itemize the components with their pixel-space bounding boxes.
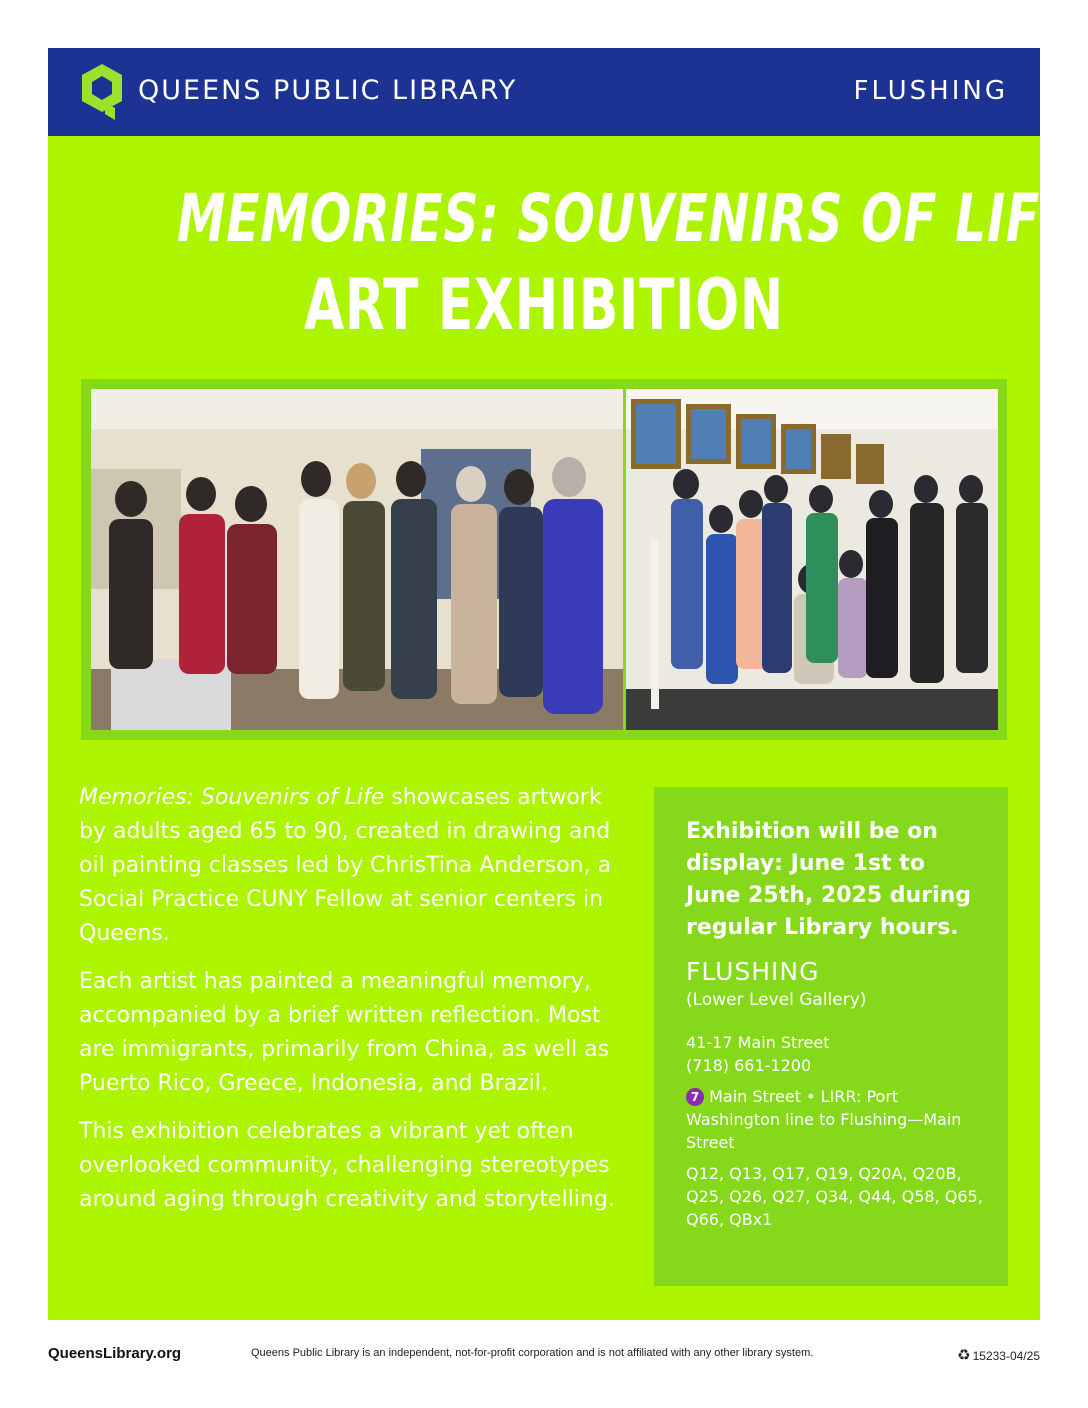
exhibition-name-italic: Memories: Souvenirs of Life [79,785,385,810]
document-code-text: 15233-04/25 [972,1349,1040,1363]
photo-frame [81,379,1007,740]
paragraph-artists: Each artist has painted a meaningful memory, accompanied by a brief written reflection. Most are immigrants, primarily from China, as well as Puerto Rico, Greece, Indonesia, and Brazil. [79,969,610,1096]
street-address: 41-17 Main Street [686,1033,830,1052]
library-name: QUEENS PUBLIC LIBRARY [138,75,518,106]
queens-library-logo-icon[interactable] [79,62,125,122]
transit-directions [686,1085,986,1154]
gallery-location: (Lower Level Gallery) [686,990,867,1010]
branch-name: FLUSHING [853,76,1008,106]
recycle-icon: ♻ [957,1347,971,1364]
exhibition-subtitle: ART EXHIBITION [303,264,785,346]
header-bar [48,48,1040,136]
group-photo-classroom [91,389,623,730]
bus-routes: Q12, Q13, Q17, Q19, Q20A, Q20B, Q25, Q26, Q27, Q34, Q44, Q58, Q65, Q66, QBx1 [686,1164,983,1229]
main-panel [48,136,1075,1320]
body-text [79,781,624,1231]
document-code [957,1346,1040,1364]
footer [48,1340,1040,1370]
paragraph-intro [79,781,624,951]
website-link[interactable]: QueensLibrary.org [48,1345,182,1362]
subway-7-icon: 7 [686,1088,704,1106]
info-branch-name: FLUSHING [686,957,820,986]
display-dates: Exhibition will be on display: June 1st to June 25th, 2025 during regular Library hours. [686,819,972,940]
paragraph-community: This exhibition celebrates a vibrant yet often overlooked community, challenging stereotypes around aging through creativity and storytelling. [79,1119,615,1212]
exhibition-title: MEMORIES: SOUVENIRS OF LIFE [176,180,1075,257]
group-photo-gallery [626,389,998,730]
phone-number[interactable]: (718) 661-1200 [686,1056,812,1075]
transit-text: Main Street • LIRR: Port Washington line to Flushing—Main Street [686,1087,962,1152]
paragraph-intro-text: showcases artwork by adults aged 65 to 90, created in drawing and oil painting classes led by ChrisTina Anderson, a Social Practice CUNY Fellow at senior centers in Queens. [79,785,612,946]
address-block [686,1031,829,1077]
disclaimer: Queens Public Library is an independent, not-for-profit corporation and is not affiliated with any other library system. [251,1347,814,1359]
info-box [654,787,1008,1286]
